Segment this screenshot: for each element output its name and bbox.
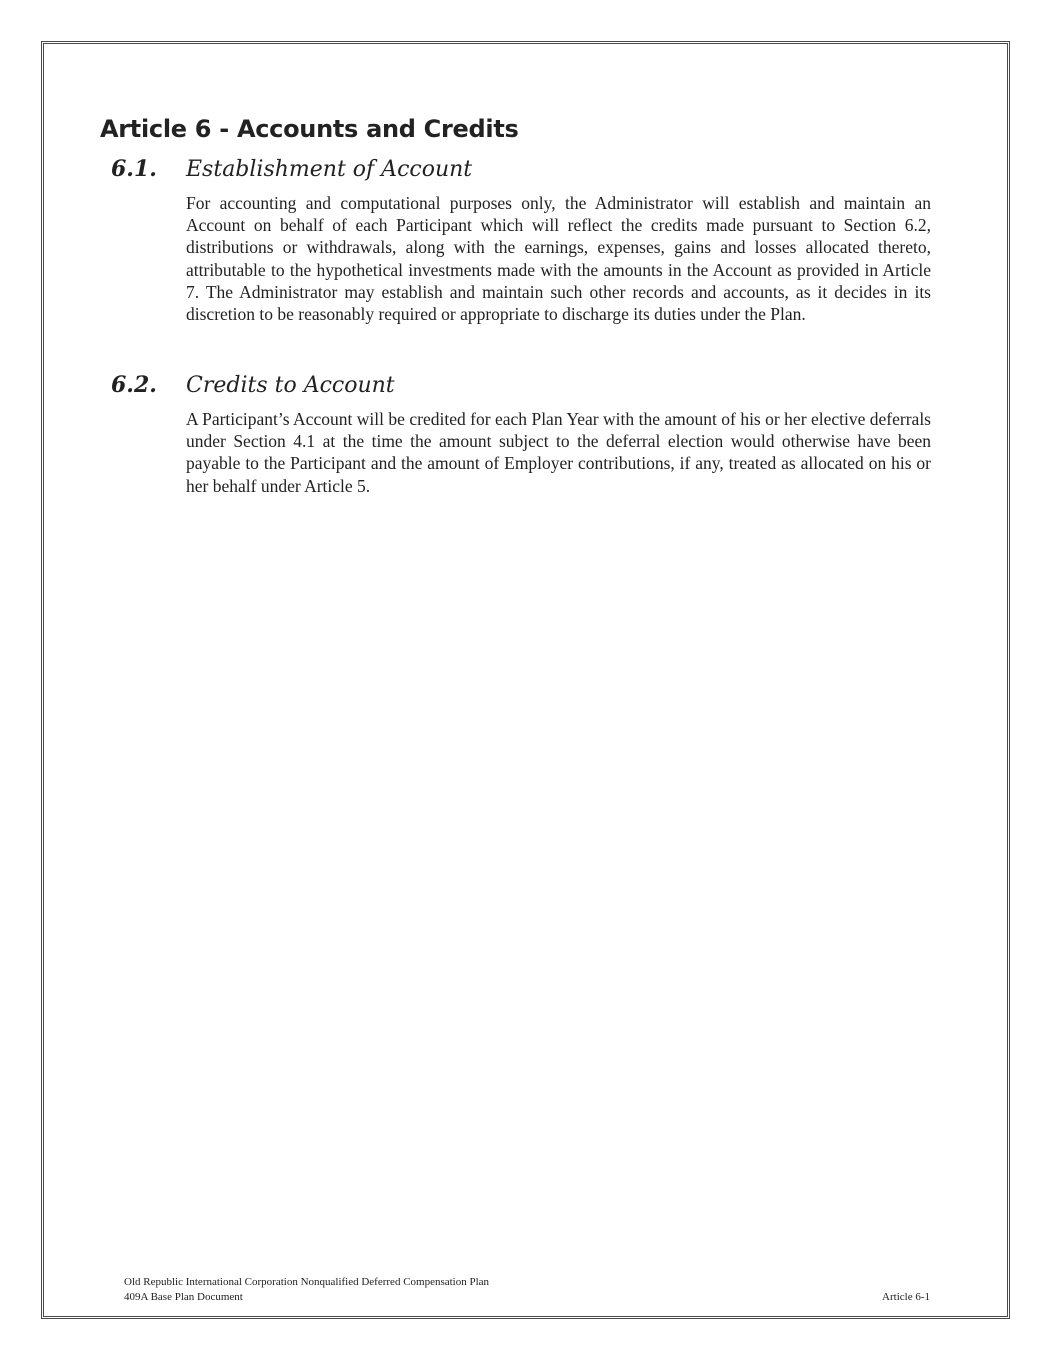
- section-number: 6.1.: [111, 156, 157, 182]
- section-number: 6.2.: [111, 372, 157, 398]
- section-heading: [111, 371, 931, 400]
- section-body: A Participant’s Account will be credited for each Plan Year with the amount of his or her elective deferrals under Section 4.1 at the time the amount subject to the deferral election would otherwise have been payable to the Participant and the amount of Employer contributions, if any, treated as allocated on his or her behalf under Article 5.: [186, 409, 931, 496]
- footer-document-info: [124, 1275, 489, 1305]
- section-title: Credits to Account: [186, 373, 395, 398]
- footer-document-type: 409A Base Plan Document: [124, 1291, 243, 1303]
- section-title: Establishment of Account: [186, 157, 473, 182]
- section-establishment-of-account: [111, 155, 931, 325]
- section-body: For accounting and computational purposes only, the Administrator will establish and maintain an Account on behalf of each Participant which will reflect the credits made pursuant to Section 6.2, distributions or withdrawals, along with the earnings, expenses, gains and losses allocated thereto, attributable to the hypothetical investments made with the amounts in the Account as provided in Article 7. The Administrator may establish and maintain such other records and accounts, as it decides in its discretion to be reasonably required or appropriate to discharge its duties under the Plan.: [186, 193, 931, 325]
- article-title: Article 6 - Accounts and Credits: [100, 115, 519, 143]
- footer-page-number: Article 6-1: [882, 1291, 930, 1303]
- footer-plan-name: Old Republic International Corporation Nonqualified Deferred Compensation Plan: [124, 1276, 490, 1288]
- section-credits-to-account: [111, 371, 931, 497]
- section-heading: [111, 155, 931, 184]
